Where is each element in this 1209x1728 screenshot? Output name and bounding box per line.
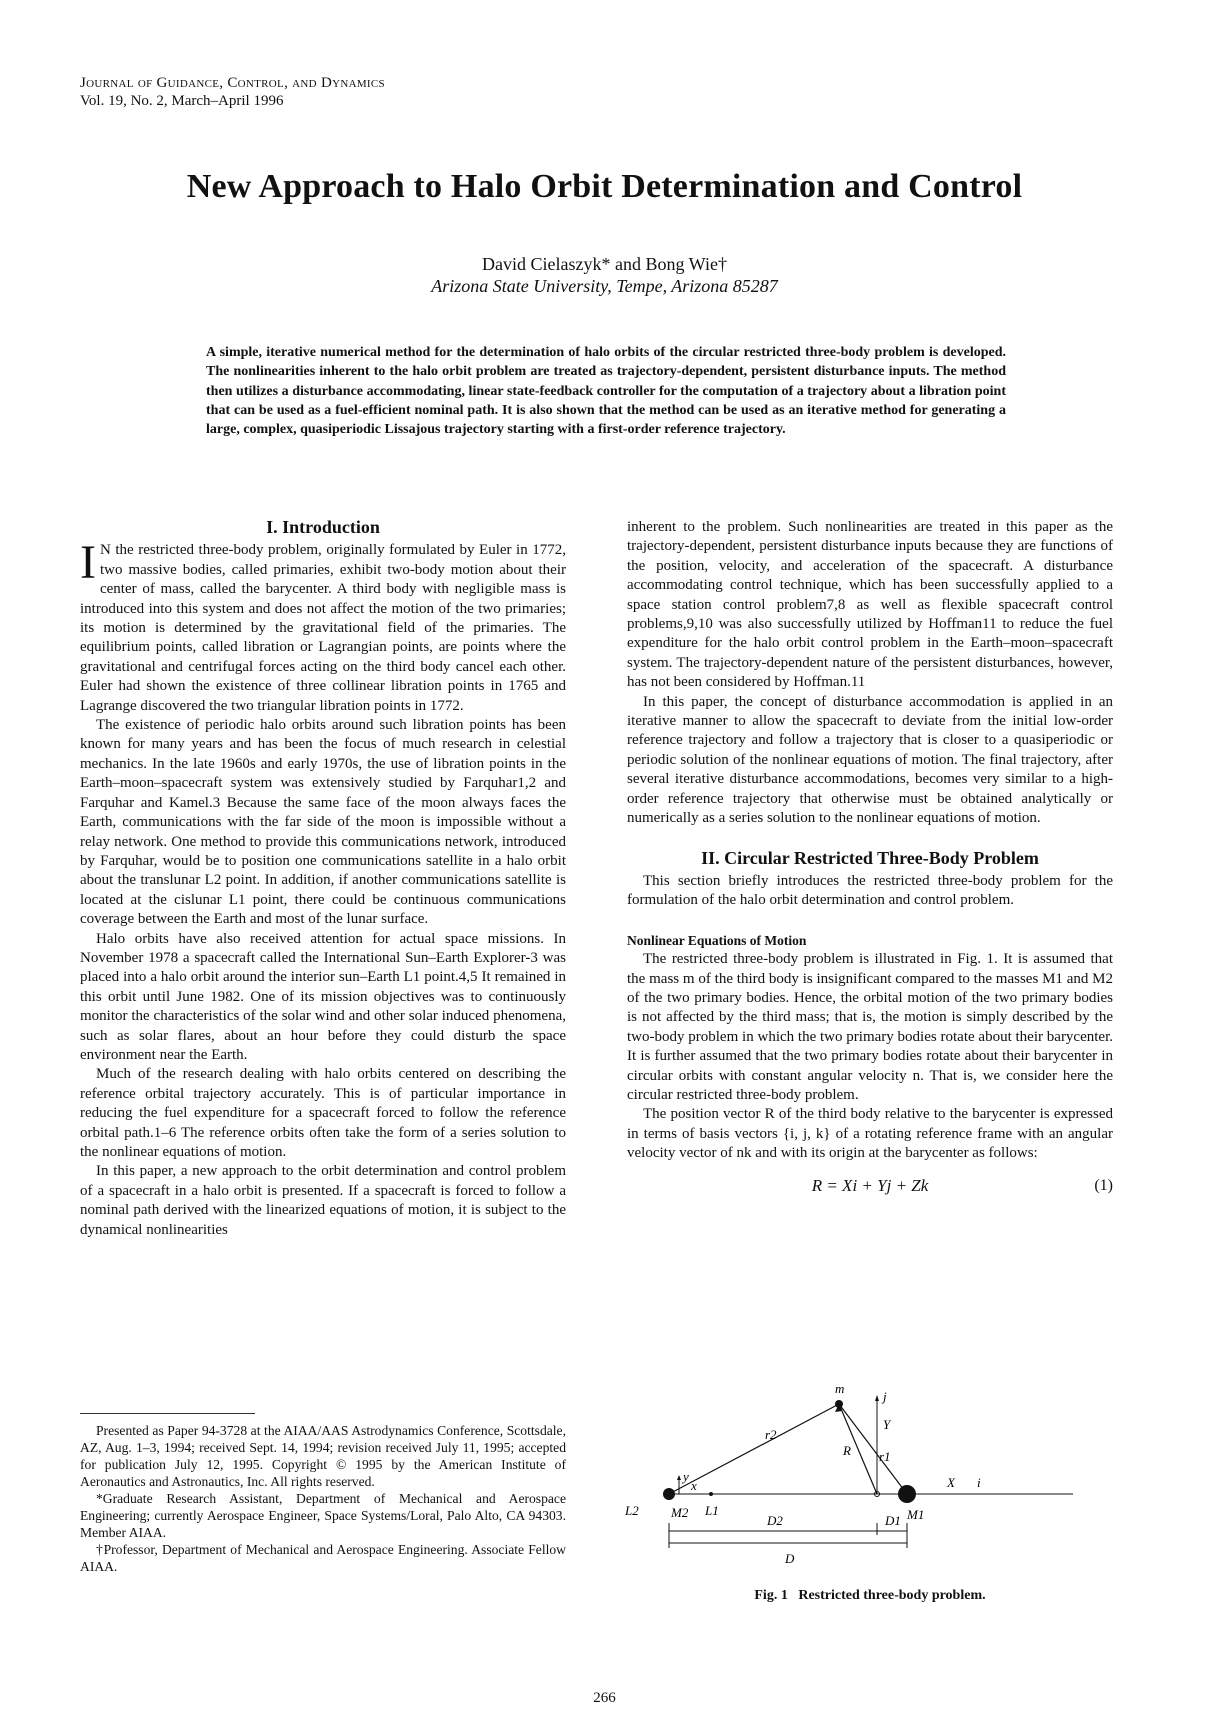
right-paragraph-2: In this paper, the concept of disturbance accommodation is applied in an iterative manner to allow the spacecraft to deviate from the initial low-order reference trajectory and follow a trajectory that is closer to a quasiperiodic or periodic solution of the nonlinear equations of motion. The final trajectory, after several iterative disturbance accommodations, becomes very similar to a high-order reference trajectory that otherwise must be obtained analytically or numerically as a series solution to the nonlinear equations of motion. xyxy=(627,693,1113,827)
right-paragraph-1: inherent to the problem. Such nonlinearities are treated in this paper as the trajectory-dependent, persistent disturbance inputs because they are functions of the position, velocity, and acceleration of the spacecraft. A disturbance accommodating control technique, which has been successfully applied to a space station control problem7,8 as well as flexible spacecraft control problems,9,10 was also successfully utilized by Hoffman11 to reduce the fuel expenditure for the halo orbit control problem in the Earth–moon–spacecraft system. The trajectory-dependent nature of the persistent disturbances, however, has not been considered by Hoffman.11 xyxy=(627,519,1113,691)
label-X: X xyxy=(947,1475,955,1490)
footnotes xyxy=(80,1413,566,1575)
label-R: R xyxy=(843,1443,851,1458)
primary-M1 xyxy=(898,1485,916,1503)
footnote-presented: Presented as Paper 94-3728 at the AIAA/AAS Astrodynamics Conference, Scottsdale, AZ, Aug. 1–3, 1994; received Sept. 14, 1994; revision received July 11, 1995; accepted for publication July 12, 1995. Copyright © 1995 by the American Institute of Aeronautics and Astronautics, Inc. All rights reserved. xyxy=(80,1423,566,1489)
label-r2: r2 xyxy=(765,1427,777,1442)
intro-paragraph-2: The existence of periodic halo orbits around such libration points has been known for many years and has been the focus of much research in celestial mechanics. In the late 1960s and early 1970s, the use of libration points in the Earth–moon–spacecraft system was extensively studied by Farquhar1,2 and Farquhar and Kamel.3 Because the same face of the moon always faces the Earth, communications with the far side of the moon is impossible without a relay network. One method to provide this communications network, introduced by Farquhar, would be to position one communications satellite in a halo orbit about the translunar L2 point. In addition, if another communications satellite is located at the cislunar L1 point, there could be continuous communications coverage between the Earth and most of the lunar surface. xyxy=(80,717,566,928)
left-column xyxy=(80,518,566,1240)
primary-M2 xyxy=(663,1488,675,1500)
third-body-dot xyxy=(835,1400,843,1408)
page-number: 266 xyxy=(593,1690,616,1706)
section-heading-introduction: I. Introduction xyxy=(266,517,380,537)
label-r1: r1 xyxy=(879,1449,891,1464)
subsection-heading: Nonlinear Equations of Motion xyxy=(627,932,807,948)
label-j: j xyxy=(883,1389,887,1404)
abstract: A simple, iterative numerical method for the determination of halo orbits of the circular restricted three-body problem is developed. The nonlinearities inherent to the halo orbit problem are treated as trajectory-dependent, persistent disturbance inputs. The method then utilizes a disturbance accommodating, linear state-feedback controller for the computation of a trajectory about a libration point that can be used as a fuel-efficient nominal path. It is also shown that the method can be used as an iterative method for generating a large, complex, quasiperiodic Lissajous trajectory starting with a first-order reference trajectory. xyxy=(206,345,1006,438)
volume-info: Vol. 19, No. 2, March–April 1996 xyxy=(80,93,284,109)
right-paragraph-3: This section briefly introduces the restricted three-body problem for the formulation of the halo orbit determination and control problem. xyxy=(627,872,1113,909)
equation-1 xyxy=(627,1170,1113,1204)
label-Y: Y xyxy=(883,1417,891,1432)
label-i: i xyxy=(977,1475,981,1490)
label-x-small: x xyxy=(691,1478,697,1493)
author-names: David Cielaszyk* and Bong Wie† xyxy=(482,254,727,274)
paper-title: New Approach to Halo Orbit Determination and Control xyxy=(186,168,1023,205)
label-y-small: y xyxy=(683,1469,689,1484)
journal-name: Journal of Guidance, Control, and Dynamics xyxy=(80,75,385,91)
figure-three-body-diagram xyxy=(625,1381,1097,1583)
intro-paragraph-5: In this paper, a new approach to the orbit determination and control problem of a spacecraft in a halo orbit is presented. If a spacecraft is forced to follow a nominal path derived with the linearized equations of motion, it is subject to the dynamical nonlinearities xyxy=(80,1163,566,1238)
journal-header xyxy=(80,74,385,110)
label-M2: M2 xyxy=(671,1505,689,1520)
label-D: D xyxy=(785,1551,795,1566)
intro-paragraph-4: Much of the research dealing with halo orbits centered on describing the reference orbital trajectory accurately. This is of particular importance in reducing the fuel expenditure for a spacecraft forced to follow the reference orbital path.1–6 The reference orbits often take the form of a series solution to the nonlinear equations of motion. xyxy=(80,1066,566,1160)
j-arrowhead xyxy=(875,1395,879,1401)
equation-body: R = Xi + Yj + Zk xyxy=(811,1175,929,1195)
label-M1: M1 xyxy=(907,1507,925,1522)
y-arrowhead-small xyxy=(677,1475,681,1480)
label-m: m xyxy=(835,1381,845,1396)
label-L2: L2 xyxy=(625,1503,639,1518)
label-L1: L1 xyxy=(705,1503,719,1518)
caption-label: Fig. 1 xyxy=(754,1588,788,1603)
intro-paragraph-1-text: N the restricted three-body problem, originally formulated by Euler in 1772, two massive bodies, called primaries, exhibit two-body motion about their center of mass, called the barycenter. A third body with negligible mass is introduced into this system and does not affect the motion of the two primaries; its motion is determined by the gravitational field of the primaries. The equilibrium points, called libration or Lagrangian points, are points where the gravitational and centrifugal forces acting on the third body cancel each other. Euler had shown the existence of three collinear libration points in 1765 and Lagrange discovered the two triangular libration points in 1772. xyxy=(80,542,566,714)
point-L1 xyxy=(709,1492,713,1496)
author-affiliation: Arizona State University, Tempe, Arizona 85287 xyxy=(431,276,778,296)
intro-paragraph-1 xyxy=(80,536,566,716)
caption-text: Restricted three-body problem. xyxy=(798,1588,986,1603)
right-paragraph-4: The restricted three-body problem is illustrated in Fig. 1. It is assumed that the mass m of the third body is insignificant compared to the masses M1 and M2 of the two primary bodies. Hence, the orbital motion of the two primary bodies is not affected by the third mass; that is, the motion is simply described by the two-body problem in which the two primary bodies rotate about their barycenter. It is further assumed that the two primary bodies rotate about their barycenter in circular orbits with constant angular velocity n. That is, we consider here the circular restricted three-body problem. xyxy=(627,951,1113,1103)
author-block xyxy=(0,253,1209,297)
right-paragraph-5: The position vector R of the third body relative to the barycenter is expressed in terms of basis vectors {i, j, k} of a rotating reference frame with an angular velocity vector of nk and with its origin at the barycenter as follows: xyxy=(627,1106,1113,1162)
label-D1: D1 xyxy=(885,1513,901,1528)
right-column xyxy=(627,518,1113,1204)
equation-number: (1) xyxy=(1094,1176,1113,1194)
footnote-author-2: †Professor, Department of Mechanical and Aerospace Engineering. Associate Fellow AIAA. xyxy=(80,1542,566,1574)
footnote-rule xyxy=(80,1413,255,1414)
footnote-author-1: *Graduate Research Assistant, Department of Mechanical and Aerospace Engineering; currently Aerospace Engineer, Space Systems/Loral, Palo Alto, CA 94303. Member AIAA. xyxy=(80,1491,566,1540)
label-D2: D2 xyxy=(767,1513,783,1528)
drop-cap: I xyxy=(80,536,96,590)
r2-vector xyxy=(669,1404,839,1494)
figure-caption xyxy=(627,1588,1113,1604)
intro-paragraph-3: Halo orbits have also received attention for actual space missions. In November 1978 a spacecraft called the International Sun–Earth Explorer-3 was placed into a halo orbit around the interior sun–Earth L1 point.4,5 It remained in this orbit until June 1982. One of its mission objectives was to continuously monitor the characteristics of the solar wind and other solar induced phenomena, such as solar flares, about an hour before they could disturb the space environment near the Earth. xyxy=(80,930,566,1063)
section-heading-crtbp: II. Circular Restricted Three-Body Problem xyxy=(701,847,1039,868)
